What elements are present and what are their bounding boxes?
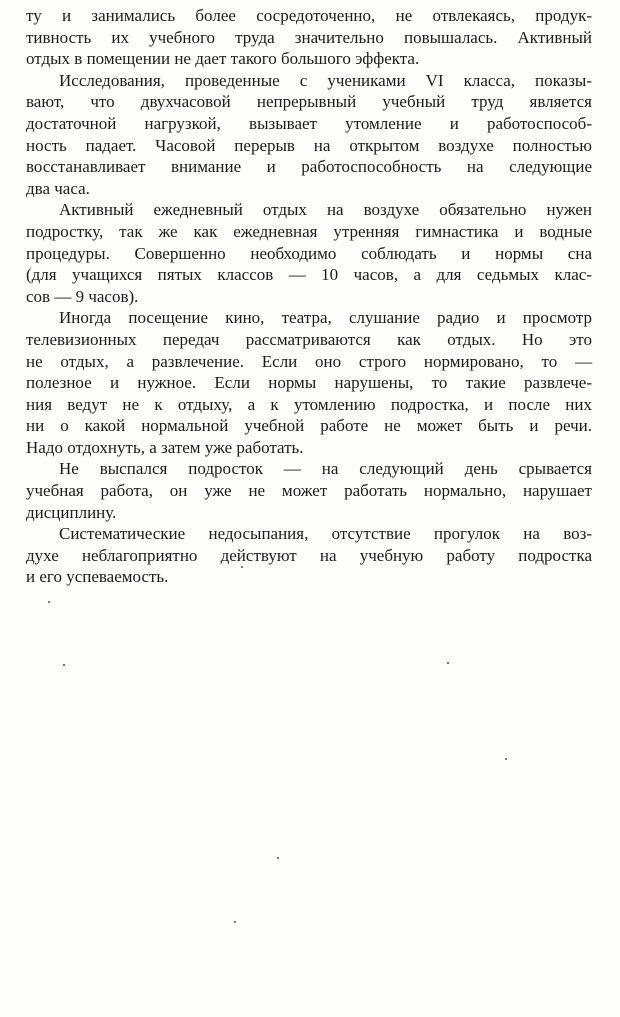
paragraph-4 <box>26 307 592 458</box>
page-text <box>26 5 592 588</box>
text-line: Иногда посещение кино, театра, слушание радио и просмотр <box>59 308 592 328</box>
text-line: Исследования, проведенные с учениками VI класса, показы- <box>59 70 592 90</box>
text-line: дисциплину. <box>26 502 117 522</box>
paragraph-1 <box>26 5 592 70</box>
text-line: Активный ежедневный отдых на воздухе обязательно нужен <box>59 200 592 220</box>
scan-speck <box>277 857 279 859</box>
text-line: ни о какой нормальной учебной работе не может быть и речи. <box>26 416 592 436</box>
scan-speck <box>241 566 243 568</box>
text-line: не отдых, а развлечение. Если оно строго нормировано, то — <box>26 351 592 371</box>
text-line: восстанавливает внимание и работоспособность на следующие <box>26 157 592 177</box>
paragraph-6 <box>26 523 592 588</box>
text-line: ния ведут не к отдыху, а к утомлению подростка, и после них <box>26 394 592 414</box>
scan-speck <box>234 921 236 923</box>
paragraph-2 <box>26 70 592 200</box>
paragraph-3 <box>26 199 592 307</box>
text-line: учебная работа, он уже не может работать нормально, нарушает <box>26 481 592 501</box>
text-line: два часа. <box>26 178 90 198</box>
text-line: и его успеваемость. <box>26 567 169 587</box>
text-line: сов — 9 часов). <box>26 286 139 306</box>
text-line: тивность их учебного труда значительно повышалась. Активный <box>26 27 592 47</box>
text-line: достаточной нагрузкой, вызывает утомление и работоспособ- <box>26 113 592 133</box>
text-line: духе неблагоприятно действуют на учебную работу подростка <box>26 545 592 565</box>
scan-speck <box>48 601 50 603</box>
text-line: вают, что двухчасовой непрерывный учебный труд является <box>26 92 592 112</box>
text-line: Не выспался подросток — на следующий день срывается <box>59 459 592 479</box>
text-line: (для учащихся пятых классов — 10 часов, а для седьмых клас- <box>26 265 592 285</box>
scan-speck <box>505 758 507 760</box>
text-line: полезное и нужное. Если нормы нарушены, то такие развлече- <box>26 373 592 393</box>
text-line: телевизионных передач рассматриваются как отдых. Но это <box>26 329 592 349</box>
text-line: Систематические недосыпания, отсутствие прогулок на воз- <box>59 524 592 544</box>
text-line: Надо отдохнуть, а затем уже работать. <box>26 437 304 457</box>
paragraph-5 <box>26 458 592 523</box>
scan-speck <box>447 662 449 664</box>
text-line: подростку, так же как ежедневная утренняя гимнастика и водные <box>26 221 592 241</box>
text-line: ность падает. Часовой перерыв на открытом воздухе полностью <box>26 135 592 155</box>
text-line: ту и занимались более сосредоточенно, не отвлекаясь, продук- <box>26 6 592 25</box>
scan-speck <box>63 664 65 666</box>
text-line: отдых в помещении не дает такого большого эффекта. <box>26 49 420 69</box>
text-line: процедуры. Совершенно необходимо соблюдать и нормы сна <box>26 243 592 263</box>
